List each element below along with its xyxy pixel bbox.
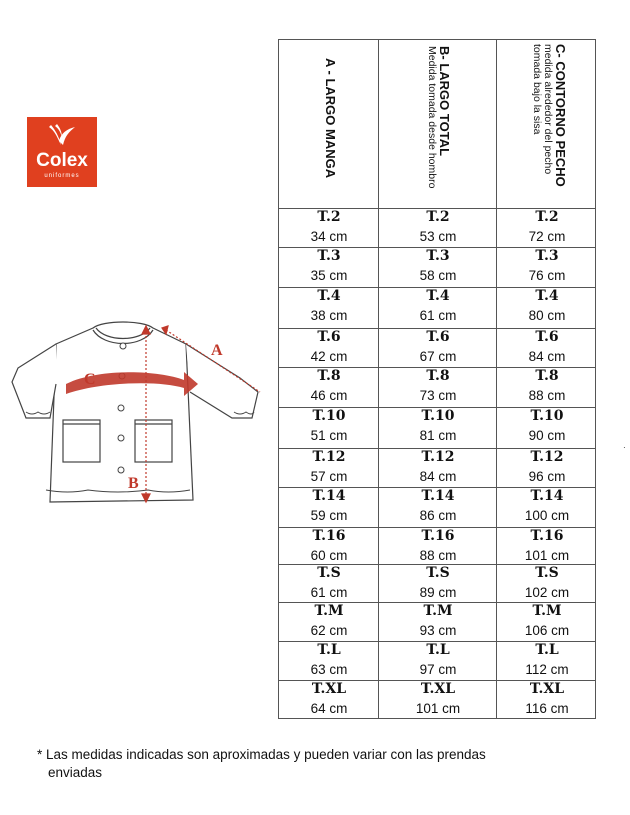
size-label: T.3 (317, 248, 341, 264)
measurement-value: 101 cm (524, 548, 570, 563)
measurement-value: 53 cm (419, 229, 457, 244)
size-label: T.L (535, 642, 559, 658)
size-label: T.2 (317, 209, 341, 225)
measurement-value: 86 cm (419, 508, 457, 523)
measurement-value: 62 cm (310, 623, 348, 638)
size-table (278, 39, 596, 719)
size-label: T.6 (426, 329, 450, 345)
measurement-value: 96 cm (528, 469, 566, 484)
measurement-value: 97 cm (419, 662, 457, 677)
size-label: T.14 (312, 488, 346, 504)
header-subtitle: medida alrededor del pecho (541, 44, 554, 175)
measurement-value: 64 cm (310, 701, 348, 716)
size-label: T.4 (535, 288, 559, 304)
size-label: T.XL (420, 681, 456, 697)
measurement-value: 61 cm (419, 308, 457, 323)
brand-tagline: uniformes (44, 173, 80, 179)
measurement-value: 61 cm (310, 585, 348, 600)
measurement-value: 106 cm (524, 623, 570, 638)
measurement-value: 73 cm (419, 388, 457, 403)
note-line-1: * Las medidas indicadas son aproximadas y pueden variar con las prendas (37, 747, 486, 762)
measurement-value: 34 cm (310, 229, 348, 244)
size-label: T.XL (311, 681, 347, 697)
size-label: T.8 (535, 368, 559, 384)
header-largo-total (379, 40, 497, 208)
brand-name: Colex (36, 150, 88, 171)
stray-mark: · (623, 443, 626, 452)
measurement-value: 100 cm (524, 508, 570, 523)
measurement-value: 63 cm (310, 662, 348, 677)
header-largo-manga (279, 40, 379, 208)
size-label: T.16 (530, 528, 564, 544)
measurement-value: 102 cm (524, 585, 570, 600)
size-label: T.3 (535, 248, 559, 264)
measurement-value: 84 cm (419, 469, 457, 484)
size-label: T.14 (421, 488, 455, 504)
size-label: T.2 (426, 209, 450, 225)
measurement-value: 51 cm (310, 428, 348, 443)
measurement-value: 84 cm (528, 349, 566, 364)
measurement-value: 60 cm (310, 548, 348, 563)
garment-diagram (8, 320, 268, 520)
size-label: T.L (317, 642, 341, 658)
size-label: T.3 (426, 248, 450, 264)
size-label: T.L (426, 642, 450, 658)
size-label: T.8 (426, 368, 450, 384)
header-contorno-pecho (497, 40, 596, 208)
measurement-value: 81 cm (419, 428, 457, 443)
label-a: A (211, 342, 223, 359)
measurement-value: 88 cm (419, 548, 457, 563)
size-label: T.4 (426, 288, 450, 304)
size-label: T.S (426, 565, 450, 581)
measurement-value: 57 cm (310, 469, 348, 484)
size-label: T.4 (317, 288, 341, 304)
measurement-value: 80 cm (528, 308, 566, 323)
measurement-value: 88 cm (528, 388, 566, 403)
size-label: T.10 (530, 408, 564, 424)
size-label: T.10 (312, 408, 346, 424)
size-label: T.10 (421, 408, 455, 424)
size-label: T.M (532, 603, 562, 619)
size-label: T.16 (312, 528, 346, 544)
size-label: T.M (423, 603, 453, 619)
measurement-value: 116 cm (525, 701, 569, 716)
colex-logo (27, 117, 97, 187)
measurement-value: 67 cm (419, 349, 457, 364)
measurement-value: 35 cm (310, 268, 348, 283)
size-label: T.S (317, 565, 341, 581)
header-subtitle-2: tomada bajo la sisa (530, 44, 543, 135)
size-label: T.S (535, 565, 559, 581)
note-line-2: enviadas (48, 765, 103, 780)
size-label: T.8 (317, 368, 341, 384)
size-label: T.XL (529, 681, 565, 697)
measurement-value: 72 cm (528, 229, 566, 244)
size-label: T.6 (317, 329, 341, 345)
label-c: C (84, 371, 96, 388)
header-subtitle: Medida tomada desde hombro (425, 46, 438, 189)
size-label: T.16 (421, 528, 455, 544)
measurement-value: 59 cm (310, 508, 348, 523)
size-label: T.2 (535, 209, 559, 225)
header-title: B- LARGO TOTAL (436, 46, 452, 157)
measurement-value: 93 cm (419, 623, 457, 638)
disclaimer-note (37, 746, 597, 782)
header-title: C- CONTORNO PECHO (552, 44, 568, 187)
size-label: T.12 (421, 449, 455, 465)
size-label: T.14 (530, 488, 564, 504)
measurement-value: 76 cm (528, 268, 566, 283)
measurement-value: 42 cm (310, 349, 348, 364)
measurement-value: 112 cm (525, 662, 569, 677)
header-title: A - LARGO MANGA (322, 58, 338, 179)
measurement-value: 58 cm (419, 268, 457, 283)
bird-icon (47, 123, 77, 149)
label-b: B (128, 475, 139, 492)
measurement-value: 89 cm (419, 585, 457, 600)
measurement-value: 38 cm (310, 308, 348, 323)
size-label: T.M (314, 603, 344, 619)
size-label: T.6 (535, 329, 559, 345)
measurement-value: 46 cm (310, 388, 348, 403)
size-label: T.12 (530, 449, 564, 465)
measurement-value: 90 cm (528, 428, 566, 443)
size-label: T.12 (312, 449, 346, 465)
measurement-value: 101 cm (415, 701, 461, 716)
